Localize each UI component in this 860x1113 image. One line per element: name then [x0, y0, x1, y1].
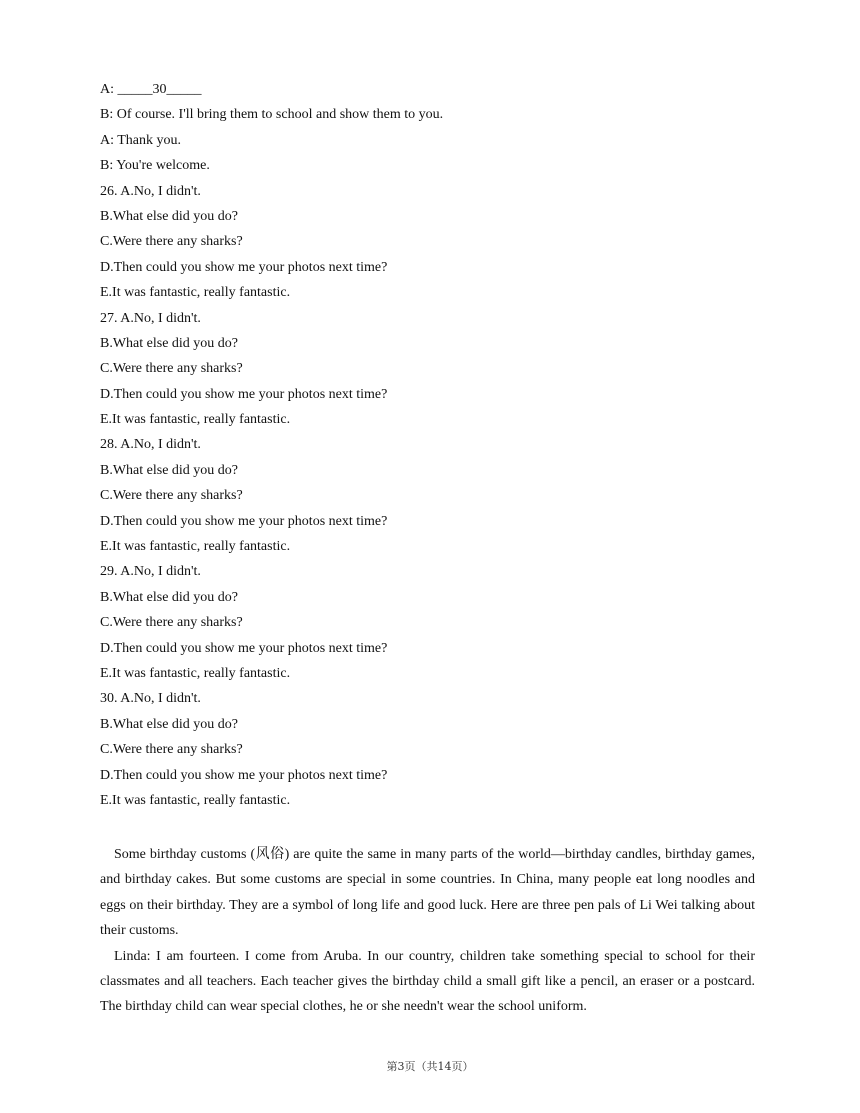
question-first-option — [100, 686, 780, 711]
option-line — [100, 788, 780, 813]
option-line — [100, 636, 780, 661]
option-line — [100, 661, 780, 686]
option-line — [100, 483, 780, 508]
question-number: 30. — [100, 691, 118, 707]
option-text: E.It was fantastic, really fantastic. — [100, 285, 291, 301]
dialog-line: A: _____30_____ — [100, 82, 202, 97]
page-footer: 第3页（共14页） — [386, 1060, 474, 1073]
question-list — [100, 179, 780, 814]
option-text: E.It was fantastic, really fantastic. — [100, 412, 291, 428]
option-text: A.No, I didn't. — [120, 691, 201, 707]
option-text: D.Then could you show me your photos next time? — [100, 386, 388, 402]
question-number: 27. — [100, 310, 118, 326]
question-number: 28. — [100, 437, 118, 453]
option-text: A.No, I didn't. — [120, 310, 201, 326]
dialog-line: A: Thank you. — [100, 132, 182, 148]
option-line — [100, 229, 780, 254]
question-first-option — [100, 559, 780, 584]
option-line — [100, 509, 780, 534]
option-text: A.No, I didn't. — [120, 437, 201, 453]
question-first-option — [100, 432, 780, 457]
option-text: B.What else did you do? — [100, 335, 239, 351]
option-text: D.Then could you show me your photos next time? — [100, 513, 388, 529]
option-text: A.No, I didn't. — [120, 564, 201, 580]
option-text: D.Then could you show me your photos next time? — [100, 259, 388, 275]
option-text: C.Were there any sharks? — [100, 615, 243, 631]
option-text: B.What else did you do? — [100, 716, 239, 732]
option-text: C.Were there any sharks? — [100, 742, 243, 758]
dialog-line: B: You're welcome. — [100, 158, 210, 174]
option-line — [100, 534, 780, 559]
option-line — [100, 255, 780, 280]
option-line — [100, 737, 780, 762]
option-text: E.It was fantastic, really fantastic. — [100, 539, 291, 555]
option-line — [100, 610, 780, 635]
option-text: D.Then could you show me your photos next time? — [100, 640, 388, 656]
option-line — [100, 407, 780, 432]
option-text: C.Were there any sharks? — [100, 488, 243, 504]
option-text: B.What else did you do? — [100, 589, 239, 605]
option-text: E.It was fantastic, really fantastic. — [100, 792, 291, 808]
question-first-option — [100, 306, 780, 331]
option-text: D.Then could you show me your photos next time? — [100, 767, 388, 783]
option-text: E.It was fantastic, really fantastic. — [100, 665, 291, 681]
question-number: 29. — [100, 564, 118, 580]
option-line — [100, 382, 780, 407]
option-line — [100, 458, 780, 483]
option-line — [100, 356, 780, 381]
question-number: 26. — [100, 183, 118, 199]
option-text: C.Were there any sharks? — [100, 234, 243, 250]
option-line — [100, 331, 780, 356]
option-line — [100, 585, 780, 610]
option-line — [100, 280, 780, 305]
option-text: C.Were there any sharks? — [100, 361, 243, 377]
option-text: A.No, I didn't. — [120, 183, 201, 199]
option-line — [100, 204, 780, 229]
dialog-line: B: Of course. I'll bring them to school and show them to you. — [100, 107, 444, 123]
option-text: B.What else did you do? — [100, 462, 239, 478]
passage-paragraph: Linda: I am fourteen. I come from Aruba. In our country, children take something special to school for their classmates and all teachers. Each teacher gives the birthday child a small gift like a pencil, an eraser or a postcard. The birthday child can wear special clothes, he or she needn't wear the school uniform. — [100, 948, 755, 1015]
question-first-option — [100, 179, 780, 204]
option-line — [100, 763, 780, 788]
option-text: B.What else did you do? — [100, 208, 239, 224]
option-line — [100, 712, 780, 737]
dialog-section — [100, 77, 780, 813]
passage-paragraph: Some birthday customs (风俗) are quite the same in many parts of the world—birthday candles, birthday games, and birthday cakes. But some customs are special in some countries. In China, many people eat long noodles and eggs on their birthday. They are a symbol of long life and good luck. Here are three pen pals of Li Wei talking about their customs. — [100, 847, 755, 939]
reading-passage — [100, 842, 755, 1020]
